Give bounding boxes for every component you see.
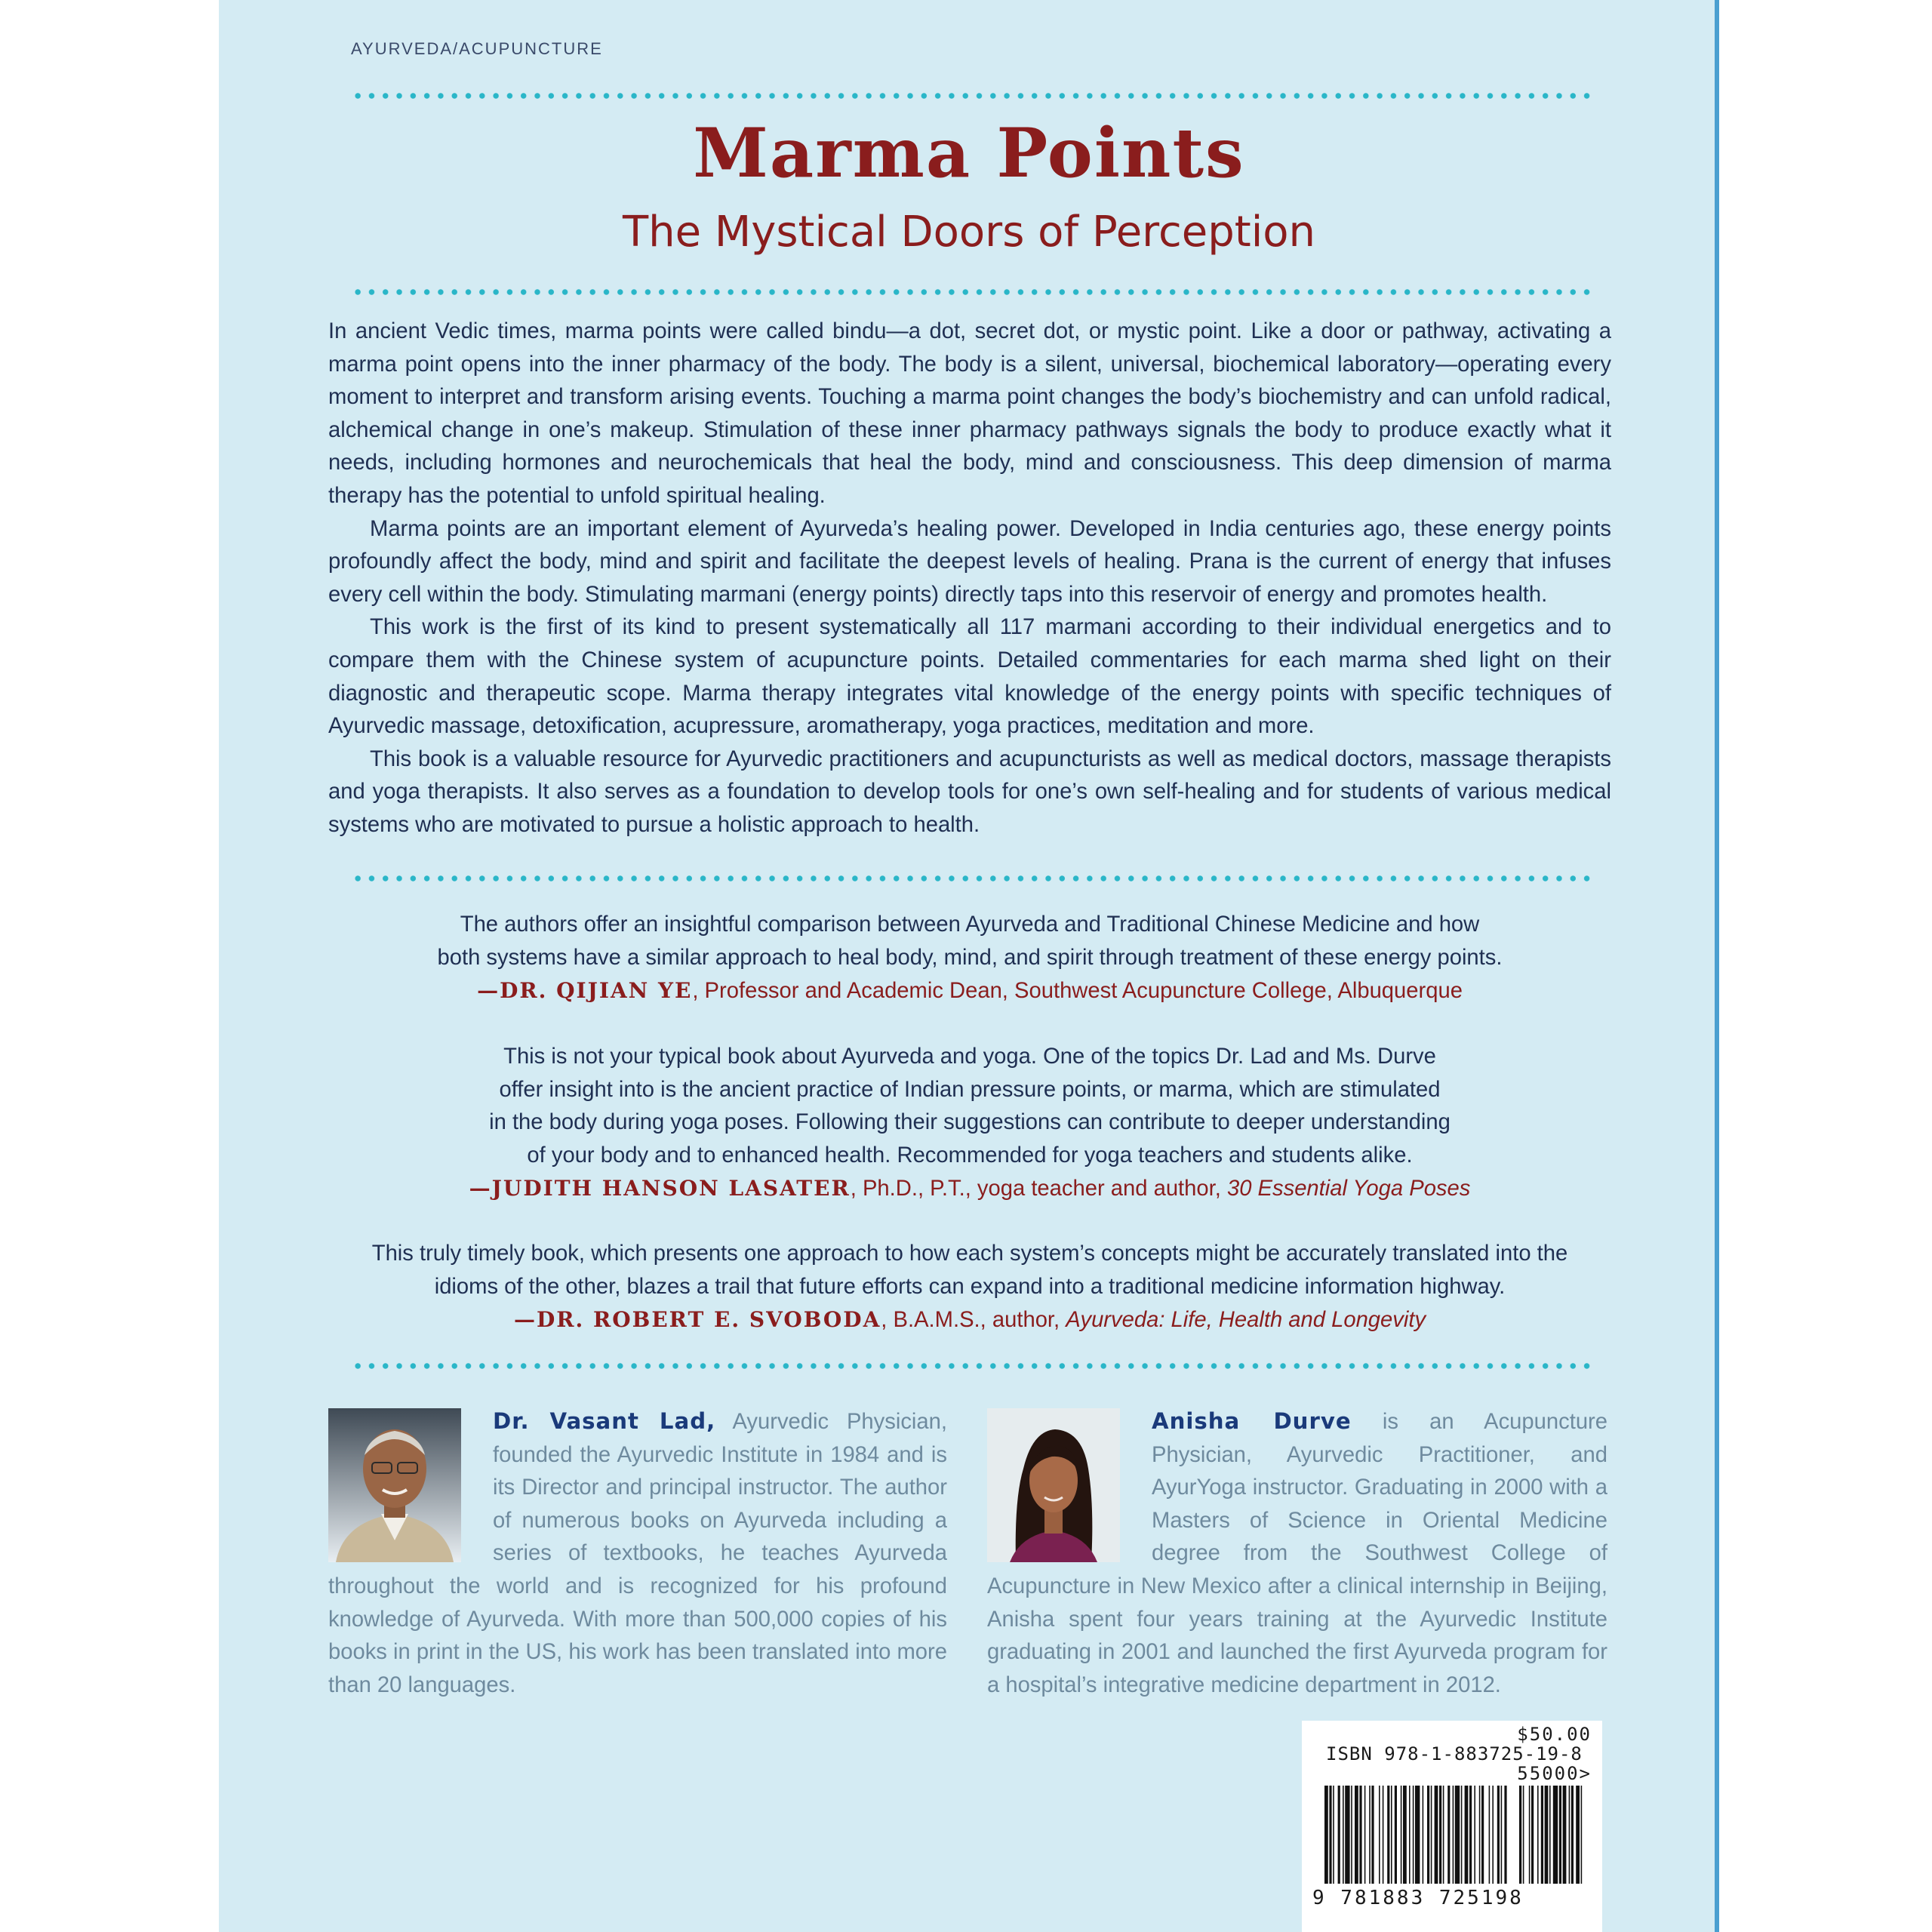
barcode-bar (1545, 1786, 1549, 1884)
barcode-bar (1519, 1786, 1521, 1884)
barcode-bar (1474, 1786, 1475, 1884)
barcode-bar (1443, 1786, 1444, 1884)
book-subtitle: The Mystical Doors of Perception (622, 208, 1316, 257)
barcode-bar (1324, 1786, 1328, 1884)
barcode-bar (1351, 1786, 1352, 1884)
ean-number: 9 781883 725198 (1312, 1887, 1524, 1909)
barcode-bar (1559, 1786, 1561, 1884)
testimonial-line: both systems have a similar approach to heal body, mind, and spirit through treatment of these energy points. (437, 945, 1503, 970)
testimonial (325, 909, 1615, 1008)
dotted-divider (351, 1363, 1592, 1369)
testimonial-credentials: , B.A.M.S., author, (881, 1308, 1066, 1333)
testimonial-line: of your body and to enhanced health. Recommended for yoga teachers and students alike. (527, 1143, 1413, 1168)
barcode-bar (1403, 1786, 1407, 1884)
author-bio-text: Ayurvedic Physician, founded the Ayurvedic Institute in 1984 and is its Director and principal instructor. The author of numerous books on Ayurveda including a series of textbooks, he teaches Ayurveda throughout the world and is recognized for his profound knowledge of Ayurveda. With more than 500,000 copies of his books in print in the US, his work has been translated into more than 20 languages. (328, 1410, 947, 1697)
barcode-bar (1395, 1786, 1397, 1884)
barcode-bar (1489, 1786, 1491, 1884)
price-label: $50.00 (1517, 1724, 1592, 1745)
testimonial-author: —JUDITH HANSON LASATER (469, 1176, 851, 1201)
author-name: Dr. Vasant Lad, (493, 1408, 716, 1434)
barcode-bar (1549, 1786, 1551, 1884)
barcode-bar (1531, 1786, 1534, 1884)
testimonial (325, 1041, 1615, 1206)
testimonial-work: Ayurveda: Life, Health and Longevity (1066, 1308, 1426, 1333)
testimonial-line: This is not your typical book about Ayurveda and yoga. One of the topics Dr. Lad and Ms. Durve (503, 1044, 1436, 1069)
author-photo-lad (328, 1408, 461, 1562)
author-photo-durve (987, 1408, 1120, 1562)
barcode-bar (1504, 1786, 1506, 1884)
author-bio-durve (987, 1405, 1607, 1702)
barcode-bar (1369, 1786, 1371, 1884)
barcode-bar (1563, 1786, 1567, 1884)
dotted-divider (351, 93, 1592, 99)
barcode-bar (1523, 1786, 1524, 1884)
testimonial-line: offer insight into is the ancient practice of Indian pressure points, or marma, which are stimulated (499, 1077, 1441, 1102)
author-bio-text: is an Acupuncture Physician, Ayurvedic Practitioner, and AyurYoga instructor. Graduating in 2000 with a Masters of Science in Oriental Medicine degree from the Southwest College of Acupuncture in New Mexico after a clinical internship in Beijing, Anisha spent four years training at the Ayurvedic Institute graduating in 2001 and launched the first Ayurveda program for a hospital’s integrative medicine department in 2012. (987, 1410, 1607, 1697)
barcode-bar (1387, 1786, 1389, 1884)
barcode-bar (1364, 1786, 1366, 1884)
testimonial-credentials: , Professor and Academic Dean, Southwest Acupuncture College, Albuquerque (692, 979, 1463, 1004)
barcode-bar (1581, 1786, 1583, 1884)
barcode-bar (1333, 1786, 1334, 1884)
author-bio-lad (328, 1405, 947, 1702)
barcode-bar (1481, 1786, 1484, 1884)
barcode-bar (1576, 1786, 1580, 1884)
barcode-bar (1465, 1786, 1469, 1884)
description-paragraph: This book is a valuable resource for Ayurvedic practitioners and acupuncturists as well as medical doctors, massage therapists and yoga therapists. It also serves as a foundation to develop tools for one’s own self-healing and for students of various medical systems who are motivated to pursue a holistic approach to health. (328, 746, 1611, 837)
barcode-bar (1492, 1786, 1494, 1884)
barcode-bar (1379, 1786, 1380, 1884)
barcode-box (1302, 1721, 1602, 1932)
barcode-bar (1338, 1786, 1340, 1884)
barcode-bar (1529, 1786, 1531, 1884)
barcode-bar (1343, 1786, 1344, 1884)
category-label: AYURVEDA/ACUPUNCTURE (351, 39, 603, 58)
barcode-bar (1479, 1786, 1481, 1884)
dotted-divider (351, 289, 1592, 295)
barcode-bar (1413, 1786, 1414, 1884)
book-description (328, 315, 1611, 842)
barcode-bar (1329, 1786, 1331, 1884)
barcode-bar (1569, 1786, 1571, 1884)
testimonial-line: The authors offer an insightful comparison between Ayurveda and Traditional Chinese Medicine and how (460, 912, 1480, 937)
testimonial-author: —DR. QIJIAN YE (477, 978, 693, 1004)
barcode-bar (1359, 1786, 1361, 1884)
testimonial-credentials: , Ph.D., P.T., yoga teacher and author, (850, 1177, 1227, 1201)
description-paragraph: Marma points are an important element of Ayurveda’s healing power. Developed in India centuries ago, these energy points profoundly affect the body, mind and spirit and facilitate the deepest levels of healing. Prana is the current of energy that infuses every cell within the body. Stimulating marmani (energy points) directly taps into this reservoir of energy and promotes health. (328, 516, 1611, 607)
barcode-bar (1391, 1786, 1392, 1884)
barcode-bar (1461, 1786, 1463, 1884)
barcode-bar (1541, 1786, 1543, 1884)
barcode-bar (1453, 1786, 1454, 1884)
dotted-divider (351, 875, 1592, 881)
barcode-bar (1431, 1786, 1432, 1884)
testimonial-work: 30 Essential Yoga Poses (1226, 1177, 1471, 1201)
barcode-bar (1355, 1786, 1358, 1884)
barcode-bar (1455, 1786, 1460, 1884)
barcode-bar (1345, 1786, 1349, 1884)
barcode-bar (1469, 1786, 1472, 1884)
barcode-bar (1447, 1786, 1450, 1884)
barcode-bar (1571, 1786, 1574, 1884)
barcode-bar (1415, 1786, 1420, 1884)
author-name: Anisha Durve (1152, 1408, 1352, 1434)
barcode-bar (1423, 1786, 1424, 1884)
book-title: Marma Points (693, 113, 1245, 193)
testimonial-author: —DR. ROBERT E. SVOBODA (513, 1307, 881, 1333)
testimonial-attribution (325, 1303, 1615, 1337)
description-paragraph: In ancient Vedic times, marma points were called bindu—a dot, secret dot, or mystic point. Like a door or pathway, activating a marma point opens into the inner pharmacy of the body. The body is a silent, universal, biochemical laboratory—operating every moment to interpret and transform arising events. Touching a marma point changes the body’s biochemistry and can unfold radical, alchemical change in one’s makeup. Stimulation of these inner pharmacy pathways signals the body to produce exactly what it needs, including hormones and neurochemicals that heal the body, mind and consciousness. This deep dimension of marma therapy has the potential to unfold spiritual healing. (328, 319, 1611, 508)
barcode-bar (1371, 1786, 1374, 1884)
testimonial-attribution (325, 1172, 1615, 1206)
isbn-label: ISBN 978-1-883725-19-8 (1326, 1743, 1583, 1764)
barcode-bar (1401, 1786, 1402, 1884)
barcode-bar (1435, 1786, 1438, 1884)
barcode-bar (1501, 1786, 1503, 1884)
barcode-bar (1427, 1786, 1429, 1884)
testimonial-line: in the body during yoga poses. Following their suggestions can contribute to deeper understanding (489, 1110, 1451, 1135)
testimonial-line: This truly timely book, which presents one approach to how each system’s concepts might be accurately translated into the (371, 1241, 1568, 1266)
barcode-bar (1439, 1786, 1441, 1884)
barcode-icon (1324, 1786, 1585, 1884)
testimonial (325, 1238, 1615, 1337)
barcode-bar (1537, 1786, 1539, 1884)
description-paragraph: This work is the first of its kind to present systematically all 117 marmani according to their individual energetics and to compare them with the Chinese system of acupuncture points. Detailed commentaries for each marma shed light on their diagnostic and therapeutic scope. Marma therapy integrates vital knowledge of the energy points with specific techniques of Ayurvedic massage, detoxification, acupressure, aromatherapy, yoga practices, meditation and more. (328, 615, 1611, 739)
testimonial-line: idioms of the other, blazes a trail that future efforts can expand into a traditional medicine information highway. (434, 1274, 1506, 1299)
price-code-label: 55000> (1517, 1763, 1592, 1784)
barcode-bar (1553, 1786, 1558, 1884)
barcode-bar (1409, 1786, 1411, 1884)
testimonial-attribution (325, 974, 1615, 1008)
barcode-bar (1497, 1786, 1500, 1884)
back-cover (219, 0, 1719, 1932)
barcode-bar (1383, 1786, 1384, 1884)
